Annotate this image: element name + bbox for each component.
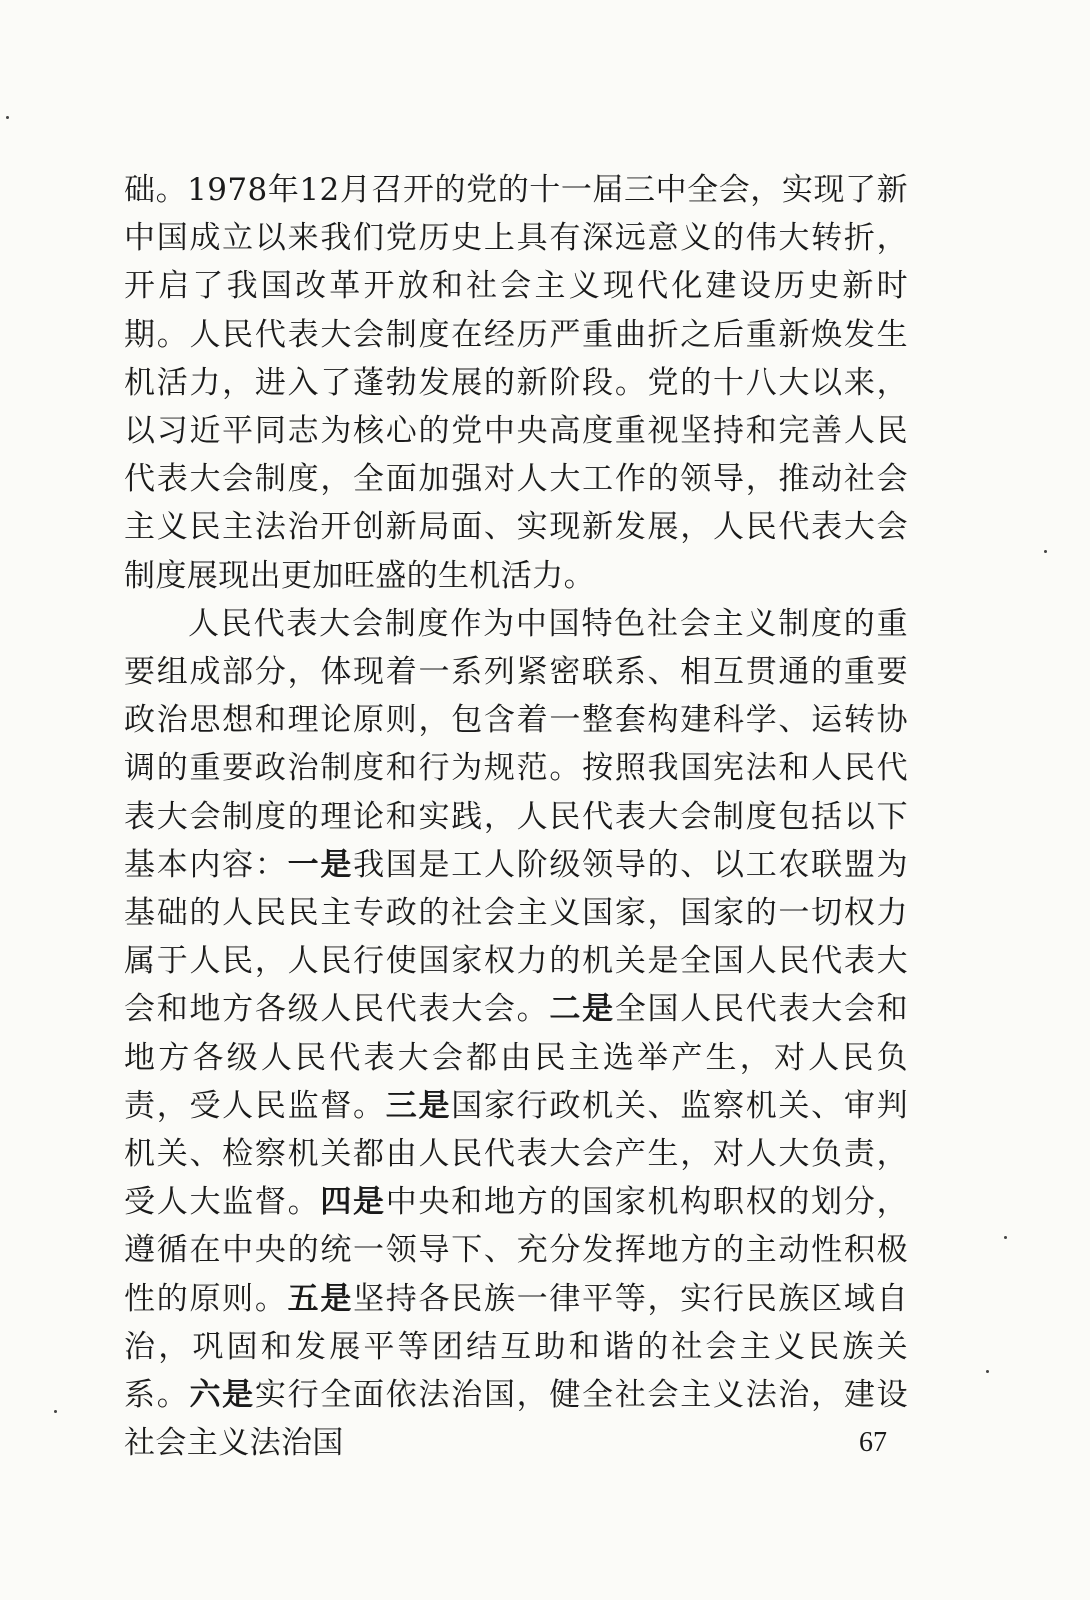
point-2-label: 二是 xyxy=(549,991,615,1028)
point-6-text: 实行全面依法治国，健全社会主义法治，建设社会主义法治国 xyxy=(124,1377,908,1462)
point-3-label: 三是 xyxy=(385,1087,452,1124)
scan-speck xyxy=(1004,1236,1007,1239)
point-5-label: 五是 xyxy=(287,1280,354,1317)
point-6-label: 六是 xyxy=(189,1377,255,1414)
scan-speck xyxy=(6,116,9,119)
point-1-text: 我国是工人阶级领导的、以工农联盟为基础的人民民主专政的社会主义国家，国家的一切权力属于人民，人民行使国家权力的机关是全国人民代表大会和地方各级人民代表大会。 xyxy=(124,846,908,1028)
point-5-text: 坚持各民族一律平等，实行民族区域自治，巩固和发展平等团结互助和谐的社会主义民族关系。 xyxy=(124,1280,908,1414)
point-4-text: 中央和地方的国家机构职权的划分，遵循在中央的统一领导下、充分发挥地方的主动性积极性的原则。 xyxy=(124,1184,908,1317)
scan-speck xyxy=(54,1410,57,1413)
page-number: 67 xyxy=(859,1427,887,1458)
point-3-text: 国家行政机关、监察机关、审判机关、检察机关都由人民代表大会产生，对人大负责，受人大监督。 xyxy=(124,1087,908,1221)
point-4-label: 四是 xyxy=(320,1184,386,1221)
paragraph-1: 础。1978年12月召开的党的十一届三中全会，实现了新中国成立以来我们党历史上具有深远意义的伟大转折，开启了我国改革开放和社会主义现代化建设历史新时期。人民代表大会制度在经历严重曲折之后重新焕发生机活力，进入了蓬勃发展的新阶段。党的十八大以来，以习近平同志为核心的党中央高度重视坚持和完善人民代表大会制度，全面加强对人大工作的领导，推动社会主义民主法治开创新局面、实现新发展，人民代表大会制度展现出更加旺盛的生机活力。 xyxy=(124,172,908,594)
scan-speck xyxy=(986,1370,989,1373)
point-2-text: 全国人民代表大会和地方各级人民代表大会都由民主选举产生，对人民负责，受人民监督。 xyxy=(124,991,908,1124)
paragraph-2-intro: 人民代表大会制度作为中国特色社会主义制度的重要组成部分，体现着一系列紧密联系、相互贯通的重要政治思想和理论原则，包含着一整套构建科学、运转协调的重要政治制度和行为规范。按照我国宪法和人民代表大会制度的理论和实践，人民代表大会制度包括以下基本内容： xyxy=(124,605,908,883)
scan-speck xyxy=(1044,550,1047,553)
body-text xyxy=(124,166,908,1467)
paragraph-2 xyxy=(124,600,908,1468)
point-1-label: 一是 xyxy=(287,846,354,883)
